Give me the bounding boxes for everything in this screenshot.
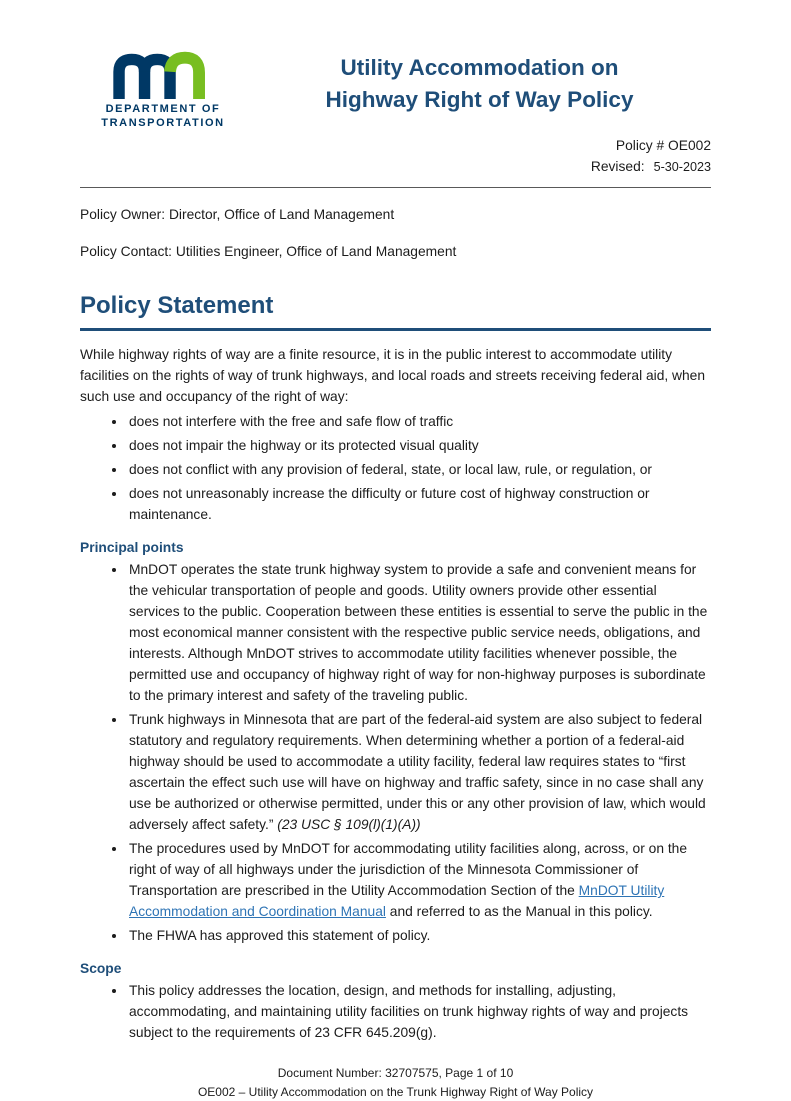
logo-dept-line1: DEPARTMENT OF	[105, 103, 221, 115]
page-footer	[80, 1064, 711, 1101]
text-segment: does not impair the highway or its protected visual quality	[129, 438, 479, 454]
section-heading-rule	[80, 328, 711, 331]
text-segment: does not unreasonably increase the difficulty or future cost of highway construction or maintenance.	[129, 486, 650, 523]
footer-policy-title: OE002 – Utility Accommodation on the Trunk Highway Right of Way Policy	[197, 1084, 594, 1099]
revised-date: 5-30-2023	[653, 159, 711, 174]
policy-owner-value: Director, Office of Land Management	[168, 207, 395, 223]
policy-meta	[80, 135, 711, 178]
list-item	[127, 980, 711, 1043]
footer-document-number: Document Number: 32707575, Page 1 of 10	[277, 1066, 514, 1081]
list-item	[127, 709, 711, 835]
revised-line	[80, 156, 711, 178]
subheading-principal-points: Principal points	[80, 540, 184, 556]
text-segment: does not conflict with any provision of federal, state, or local law, rule, or regulation, or	[129, 462, 653, 478]
list-item	[127, 435, 711, 456]
policy-owner-line	[80, 205, 711, 225]
policy-statement-intro: While highway rights of way are a finite resource, it is in the public interest to accommodate utility facilities on the rights of way of trunk highways, and local roads and streets receiving federal aid, when such use and occupancy of the right of way:	[80, 347, 706, 405]
header-divider	[80, 187, 711, 188]
text-segment: Trunk highways in Minnesota that are part of the federal-aid system are also subject to federal statutory and regulatory requirements. When determining whether a portion of a federal-aid highway should be used to accommodate a utility facility, federal law requires states to “first ascertain the effect such use will have on highway and traffic safety, since in no case shall any use be authorized or otherwise permitted, under this or any other provision of law, which would adversely affect safety.”	[129, 712, 706, 833]
revised-label: Revised:	[590, 158, 645, 174]
policy-contact-line	[80, 242, 711, 262]
list-item	[127, 925, 711, 946]
logo-dept-line2: TRANSPORTATION	[101, 117, 225, 130]
policy-contact-label: Policy Contact:	[80, 244, 173, 260]
title-block	[248, 48, 711, 116]
text-segment: and referred to as the Manual in this policy.	[385, 904, 653, 920]
text-segment: This policy addresses the location, design, and methods for installing, adjusting, accommodating, and maintaining utility facilities on trunk highway rights of way and projects subject to the requirements of 23 CFR 645.209(g).	[129, 983, 689, 1041]
mndot-logo	[80, 48, 238, 131]
list-item	[127, 459, 711, 480]
list-item	[127, 559, 711, 706]
policy-owner-label: Policy Owner:	[80, 207, 166, 223]
text-segment: The procedures used by MnDOT for accommodating utility facilities along, across, or on the right of way of all highways under the jurisdiction of the Minnesota Commissioner of Transportation are prescribed in the Utility Accommodation Section of the	[129, 841, 688, 899]
document-header	[80, 48, 711, 131]
document-title	[248, 52, 711, 116]
list-item	[127, 411, 711, 432]
list-item	[127, 483, 711, 525]
policy-contact-value: Utilities Engineer, Office of Land Management	[175, 244, 457, 260]
text-segment: (23 USC § 109(l)(1)(A))	[277, 817, 421, 833]
scope-list	[80, 980, 711, 1043]
subheading-scope: Scope	[80, 961, 122, 977]
list-item	[127, 838, 711, 922]
title-line-1: Utility Accommodation on	[340, 55, 619, 80]
section-heading-policy-statement: Policy Statement	[80, 292, 274, 320]
manual-link[interactable]: MnDOT Utility Accommodation and Coordination Manual	[129, 883, 665, 920]
principal-points-list	[80, 559, 711, 946]
policy-number: Policy # OE002	[615, 137, 711, 153]
text-segment: The FHWA has approved this statement of policy.	[129, 928, 431, 944]
title-line-2: Highway Right of Way Policy	[325, 86, 634, 112]
mn-logo-icon	[111, 48, 215, 99]
conditions-list	[80, 411, 711, 525]
text-segment: does not interfere with the free and safe flow of traffic	[129, 414, 454, 430]
text-segment: MnDOT operates the state trunk highway system to provide a safe and convenient means for the vehicular transportation of people and goods. Utility owners provide other essential services to the public. Cooperation between these entities is essential to serve the public in the most economical manner consistent with the respective public service needs, obligations, and interests. Although MnDOT strives to accommodate utility facilities whenever possible, the permitted use and occupancy of highway right of way for non-highway purposes is subordinate to the primary interest and safety of the traveling public.	[129, 562, 708, 704]
